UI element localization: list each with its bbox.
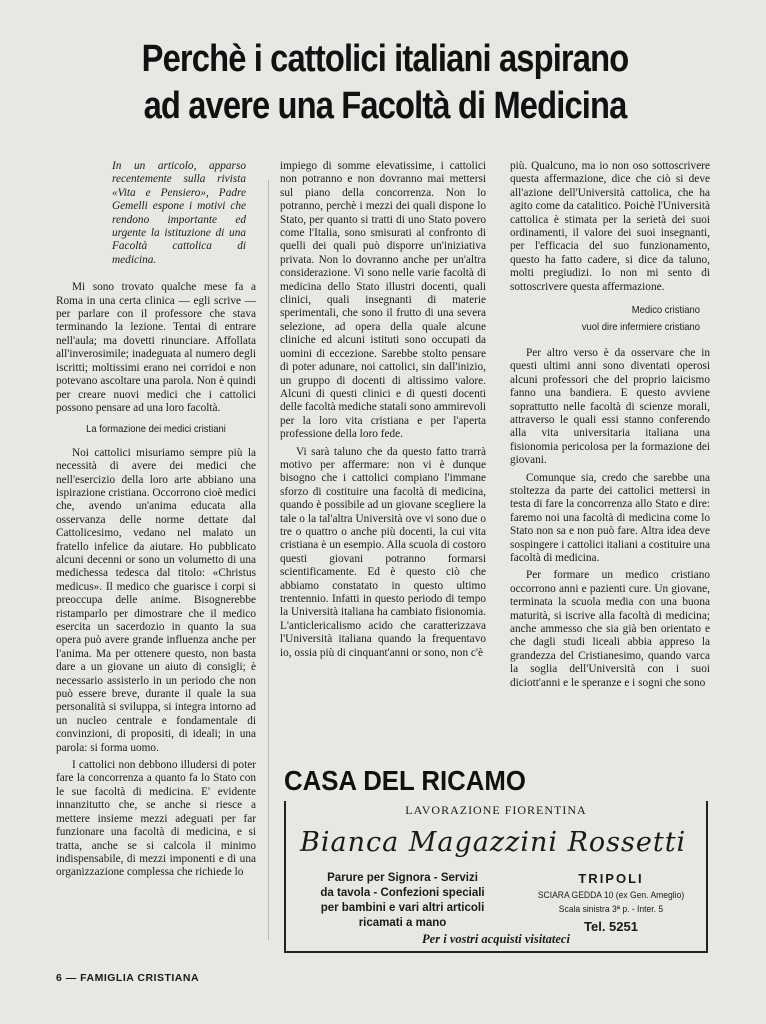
ad-contact	[526, 871, 696, 934]
ad-product-line: ricamati a mano	[358, 917, 447, 929]
article-intro: In un articolo, apparso recentemente sulla rivista «Vita e Pensiero», Padre Gemelli espone i motivi che rendono importante ed urgente la istituzione di una Facoltà cattolica di medicina.	[112, 160, 246, 266]
page-folio: 6 — FAMIGLIA CRISTIANA	[56, 972, 200, 984]
paragraph: Per altro verso è da osservare che in questi ultimi anni sono diventati operosi alcuni professori che del proprio laicismo fanno una bandiera. E questo avviene soprattutto nelle facoltà di scienze morali, attraverso le quali essi stanno conferendo alla vita universitaria italiana una fisionomia pericolosa per la formazione dei giovani.	[510, 346, 710, 467]
headline-line-2: ad avere una Facoltà di Medicina	[143, 85, 627, 127]
article-headline	[88, 36, 681, 130]
ad-address: SCIARA GEDDA 10 (ex Gen. Ameglio)	[537, 890, 685, 901]
ad-product-line: da tavola - Confezioni speciali	[320, 887, 485, 899]
ad-box	[284, 801, 708, 953]
paragraph: Comunque sia, credo che sarebbe una stoltezza da parte dei cattolici mettersi in testa di fare la concorrenza allo Stato e dire: faremo noi una facoltà di medicina come lo Stato non sa e non può fare. Altra idea deve sospingere i cattolici italiani a costituire una facoltà di medicina.	[510, 471, 710, 564]
paragraph: impiego di somme elevatissime, i cattolici non potranno e non dovranno mai mettersi sul piano della concorrenza. Non lo potranno, perchè i mezzi dei quali dispone lo Stato, per quanto si tratti di uno Stato povero come l'Italia, sono smisurati al confronto di quelli dei quali può disporre un'iniziativa privata. Non lo dovranno anche per un'altra considerazione. Vi sono nelle varie facoltà di medicina dello Stato illustri docenti, quali clinici, quali insegnanti di materie sperimentali, che sono il frutto di una severa selezione, ad opera della quale alcune cliniche ed alcuni istituti sono occupati da uomini di eccezione. Sarebbe stolto pensare di poter adunare, noi cattolici, sin dall'inizio, un gruppo di docenti di altissimo valore. Alcuni di questi clinici e di questi docenti delle facoltà mediche statali sono ammirevoli per la loro vita cristiana e per l'aperta professione della loro fede.	[280, 160, 486, 441]
column-divider	[268, 180, 269, 940]
article-column-2	[280, 160, 486, 760]
ad-city: TRIPOLI	[578, 871, 644, 886]
ad-product-line: Parure per Signora - Servizi	[327, 872, 478, 884]
paragraph: Vi sarà taluno che da questo fatto trarrà motivo per affermare: non vi è dunque bisogno che i cattolici compiano l'immane sforzo di costituire una facoltà di medicina, quando è possibile ad un giovane scegliere la tale o la tal'altra Università ove vi sono due o tre o quattro o anche più docenti, la cui vita cristiana è un esempio. Alla scuola di costoro questi giovani potranno formarsi scientificamente. Ed è questo ciò che abbiamo constatato in questo ultimo trentennio. Infatti in questo periodo di tempo la Università italiana ha cambiato fisionomia. L'anticlericalismo acido che caratterizzava l'Università italiana quando la frequentavo io, ossia più di cinquant'anni or sono, non c'è	[280, 445, 486, 659]
paragraph: I cattolici non debbono illudersi di poter fare la concorrenza a quanto fa lo Stato con le sue facoltà di medicina. E' evidente innanzitutto che, se anche si riesce a mettere insieme mezzi adeguati per far funzionare una facoltà di medicina, e si tratta, anche se si calcola il minimo indispensabile, di mezzi imponenti e di una organizzazione complessa che richiede lo	[56, 759, 256, 879]
ad-telephone: Tel. 5251	[584, 919, 638, 934]
paragraph: più. Qualcuno, ma io non oso sottoscrivere questa affermazione, dice che ciò si deve all'azione dell'Università cattolica, che ha agito come da catalitico. Poichè l'Università cattolica è stimata per la serietà dei suoi ordinamenti, il valore dei suoi insegnanti, per l'efficacia del suo funzionamento, questo ha fatto cadere, si dice da taluno, molti pregiudizi. Io non mi sento di sottoscrivere questa affermazione.	[510, 160, 710, 293]
ad-products	[300, 871, 505, 931]
section-subhead: Medico cristiano	[631, 304, 700, 317]
ad-address-detail: Scala sinistra 3ª p. - Inter. 5	[558, 904, 664, 915]
section-subhead: La formazione dei medici cristiani	[86, 423, 226, 436]
article-column-1	[56, 160, 256, 950]
ad-title: CASA DEL RICAMO	[284, 765, 526, 796]
ad-subtitle: LAVORAZIONE FIORENTINA	[405, 803, 587, 817]
paragraph: Per formare un medico cristiano occorrono anni e pazienti cure. Un giovane, terminata la scuola media con una buona maturità, si iscrive alla facoltà di medicina; anche ammesso che sia già ben orientato e che dagli studi liceali abbia appreso la grandezza del Cristianesimo, quando varca la soglia dell'Università con i suoi diciott'anni e le speranze e i sogni che sono	[510, 569, 710, 689]
ad-product-line: per bambini e vari altri articoli	[320, 902, 485, 914]
article-column-3	[510, 160, 710, 750]
section-subhead-line-2: vuol dire infermiere cristiano	[581, 321, 700, 334]
ad-owner-names: Bianca Magazzini Rossetti	[300, 827, 687, 858]
paragraph: Noi cattolici misuriamo sempre più la necessità di avere dei medici che nell'esercizio della loro arte abbiano una ispirazione cristiana. Occorrono cioè medici che, avendo un'anima educata alla osservanza delle norme dettate dal Cattolicesimo, vedano nel malato un fratello infelice da aiutare. Ho pubblicato alcuni decenni or sono un volumetto di una medichessa tedesca dal titolo: «Christus medicus». Il medico che guarisce i corpi si preoccupa delle anime. Bisognerebbe ristamparlo per dimostrare che il medico esercita un sacerdozio in quanto la sua opera può avere grande influenza anche per l'anima. Ma per ottenere questo, non basta dare a un giovane un aiuto di consigli; è necessario assisterlo in un periodo che non può essere breve, durante il quale la sua personalità si sviluppa, si integra intorno ad un nucleo centrale e fondamentale di convinzioni, di propositi, di ideali; in una parola: si forma uomo.	[56, 446, 256, 754]
ad-footer: Per i vostri acquisti visitateci	[422, 932, 570, 946]
headline-line-1: Perchè i cattolici italiani aspirano	[141, 38, 629, 80]
advertisement	[278, 765, 708, 955]
paragraph: Mi sono trovato qualche mese fa a Roma in una certa clinica — egli scrive — per parlare con il professore che stava terminando la lezione. Tentai di entrare nell'aula; ma dovetti rinunciare. Affollata all'inverosimile; inadeguata al numero degli iscritti; moltissimi erano nei corridoi e non potevano ascoltare una parola. Non è quindi per creare nuovi medici che i cattolici possono pensare ad una loro facoltà.	[56, 281, 256, 414]
